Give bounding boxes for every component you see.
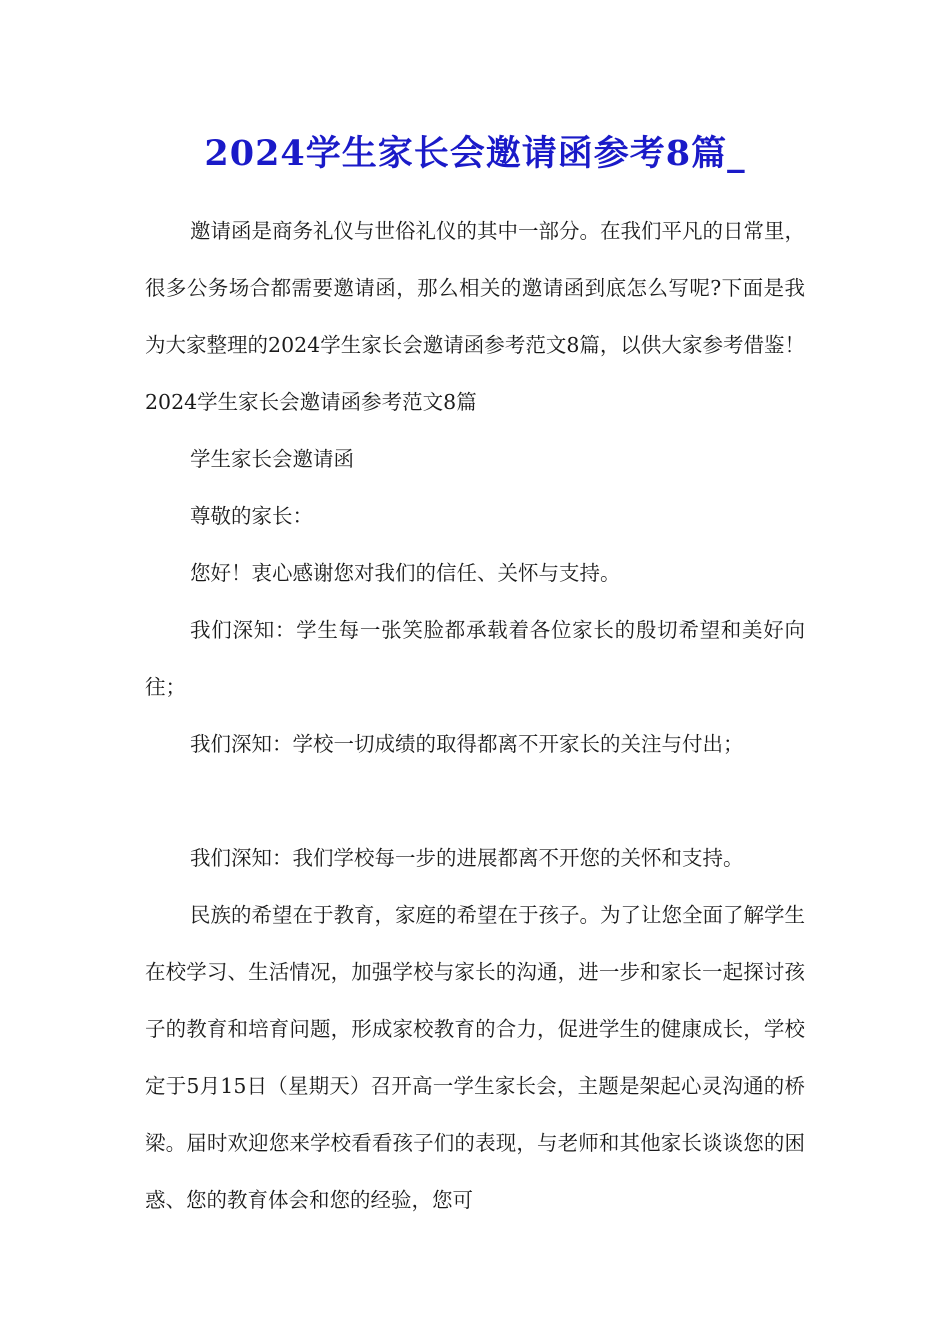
- body-paragraph: 我们深知：学校一切成绩的取得都离不开家长的关注与付出；: [190, 732, 744, 756]
- letter-heading: 学生家长会邀请函: [190, 447, 354, 471]
- document-title: 2024学生家长会邀请函参考8篇_: [204, 133, 746, 174]
- document-body: [145, 203, 805, 1229]
- page-break-gap: [145, 773, 805, 830]
- salutation: 尊敬的家长：: [190, 504, 313, 528]
- body-paragraph: 我们深知：学生每一张笑脸都承载着各位家长的殷切希望和美好向往；: [145, 618, 805, 699]
- body-paragraph: 我们深知：我们学校每一步的进展都离不开您的关怀和支持。: [190, 846, 744, 870]
- intro-paragraph: 邀请函是商务礼仪与世俗礼仪的其中一部分。在我们平凡的日常里，很多公务场合都需要邀请函，那么相关的邀请函到底怎么写呢?下面是我为大家整理的2024学生家长会邀请函参考范文8篇，以供大家参考借鉴！2024学生家长会邀请函参考范文8篇: [145, 219, 805, 414]
- body-paragraph: 民族的希望在于教育，家庭的希望在于孩子。为了让您全面了解学生在校学习、生活情况，加强学校与家长的沟通，进一步和家长一起探讨孩子的教育和培育问题，形成家校教育的合力，促进学生的健康成长，学校定于5月15日（星期天）召开高一学生家长会，主题是架起心灵沟通的桥梁。届时欢迎您来学校看看孩子们的表现，与老师和其他家长谈谈您的困惑、您的教育体会和您的经验，您可: [145, 903, 805, 1212]
- greeting-paragraph: 您好！衷心感谢您对我们的信任、关怀与支持。: [190, 561, 621, 585]
